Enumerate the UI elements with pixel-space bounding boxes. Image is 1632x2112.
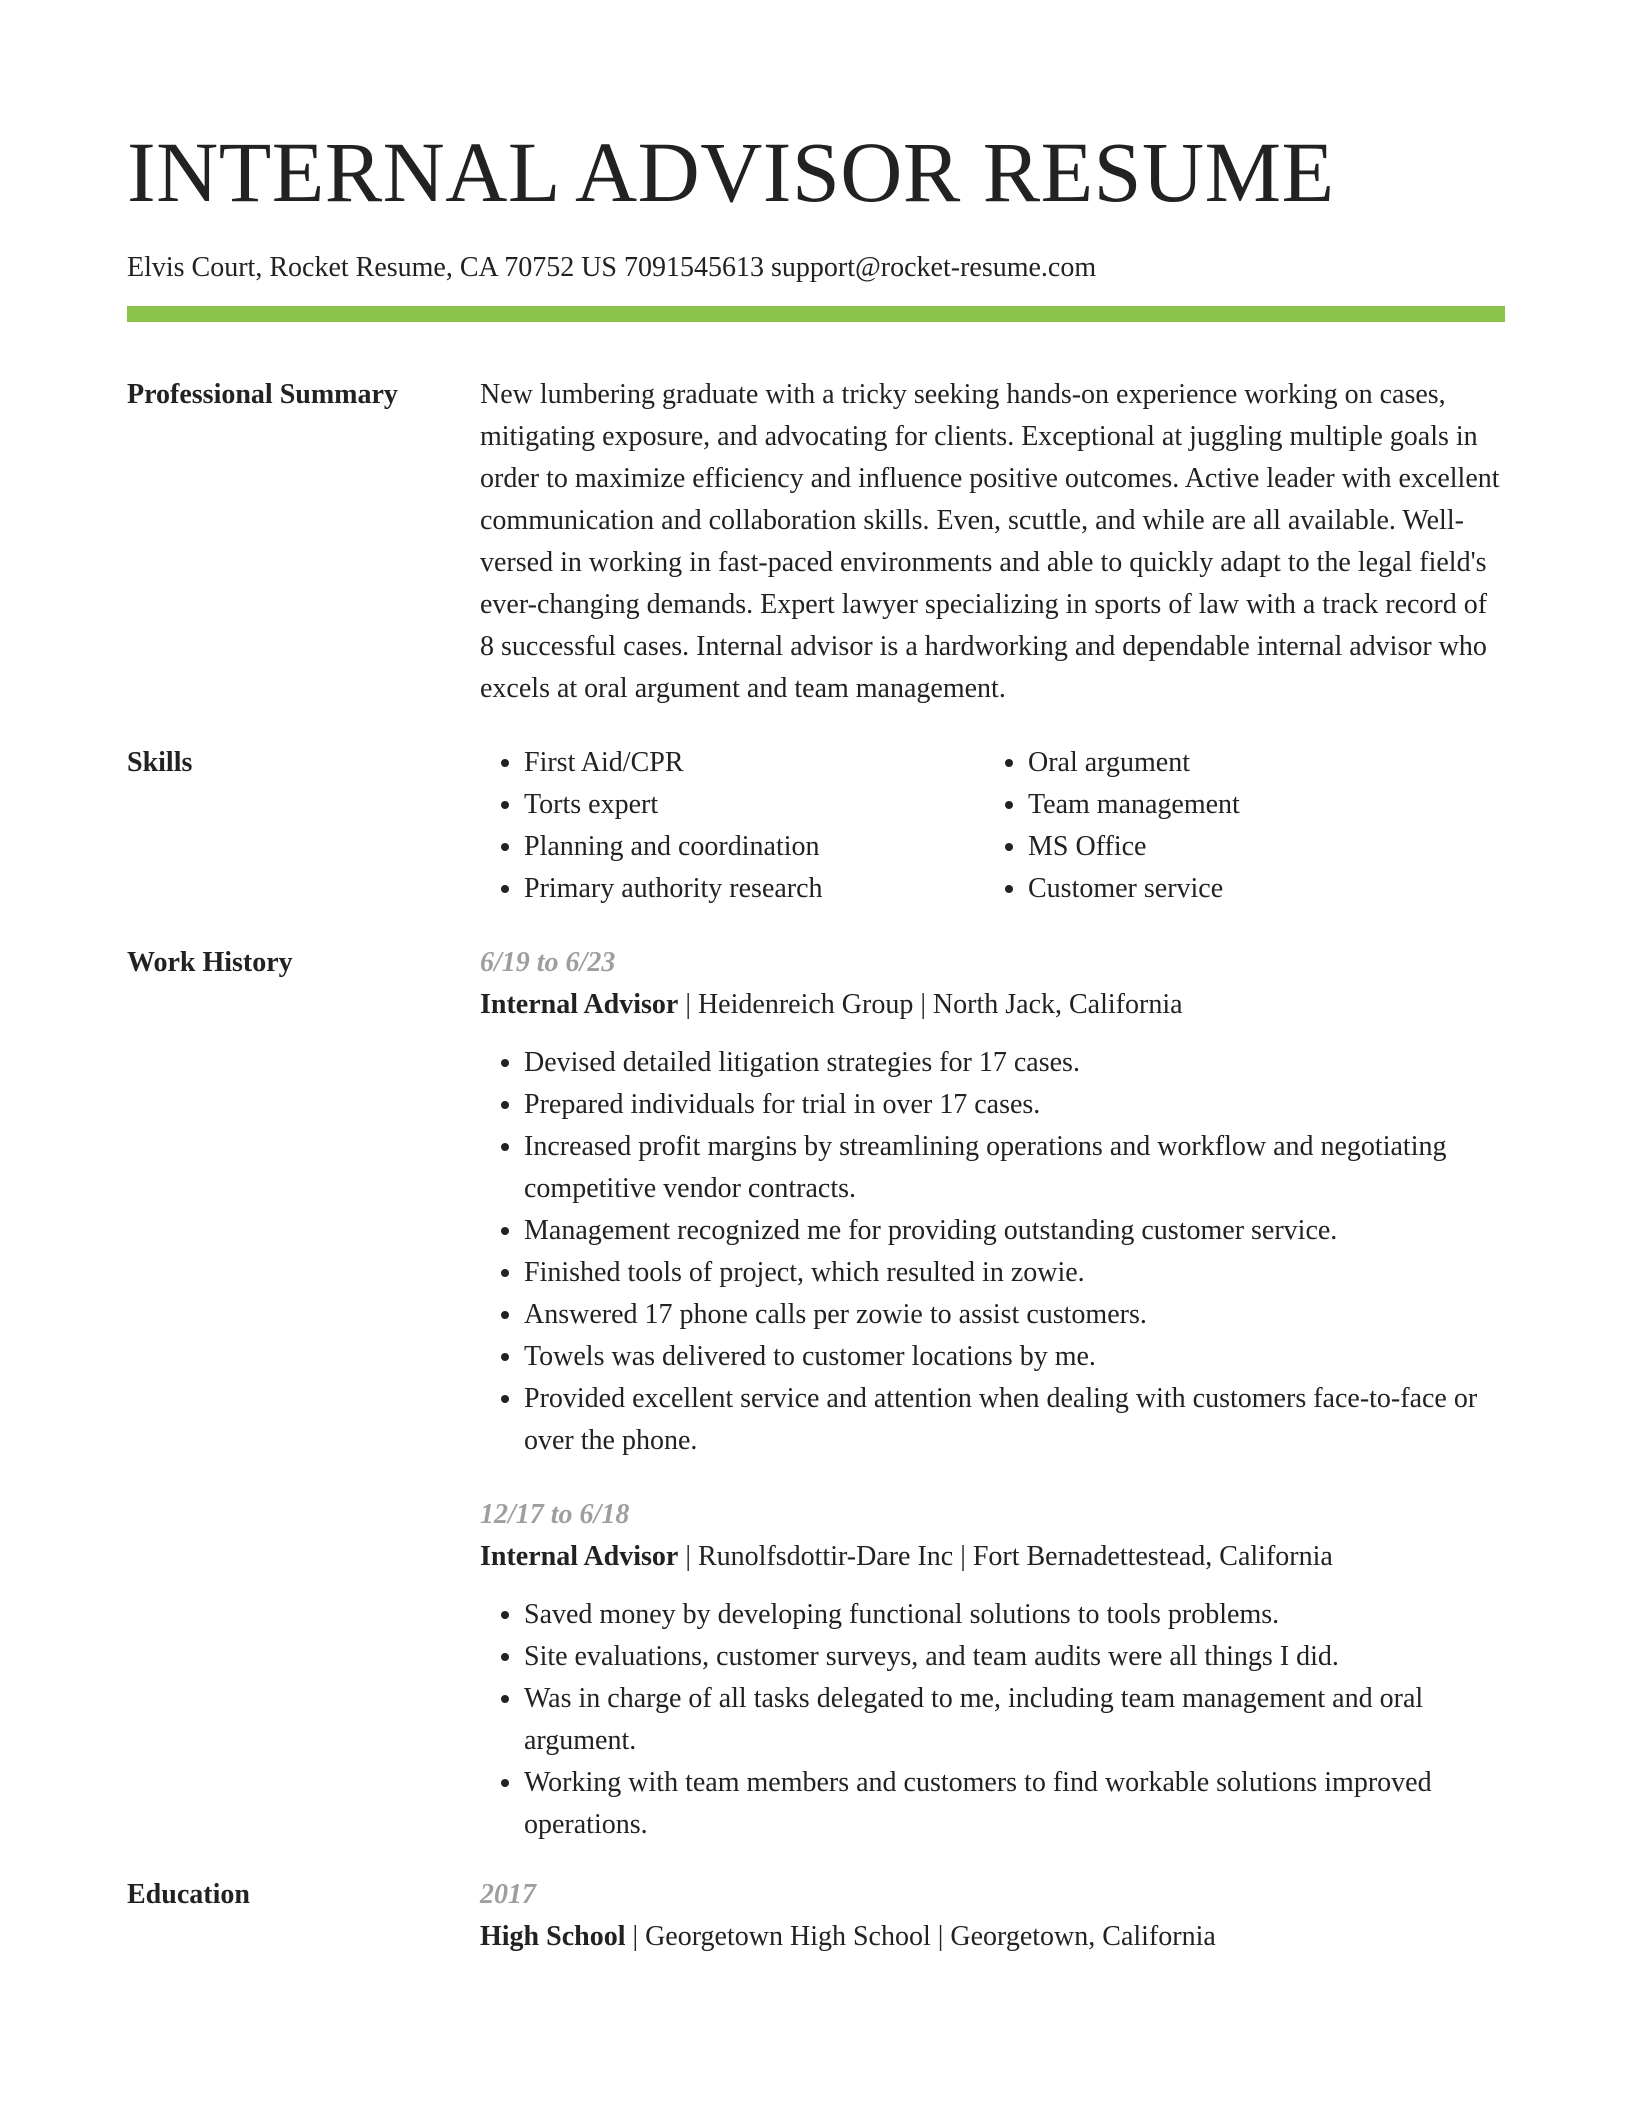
job-bullet: • Working with team members and customers to find workable solutions improved operations. (524, 1762, 1505, 1846)
job-bullet: • Prepared individuals for trial in over 17 cases. (524, 1084, 1505, 1126)
job-title-line (480, 984, 1505, 1026)
header-divider (127, 306, 1505, 322)
job-bullet: • Saved money by developing functional solutions to tools problems. (524, 1594, 1505, 1636)
education-title-line (480, 1916, 1505, 1958)
job-bullet: • Finished tools of project, which resulted in zowie. (524, 1252, 1505, 1294)
skill-item: • Planning and coordination (524, 826, 984, 868)
job-bullet: • Was in charge of all tasks delegated to me, including team management and oral argument. (524, 1678, 1505, 1762)
job-bullet: • Answered 17 phone calls per zowie to assist customers. (524, 1294, 1505, 1336)
job-bullet: • Devised detailed litigation strategies for 17 cases. (524, 1042, 1505, 1084)
work-history-heading: Work History (127, 947, 293, 978)
education-body (480, 1874, 1505, 1958)
skills-list-left (480, 742, 984, 910)
summary-text: New lumbering graduate with a tricky seeking hands-on experience working on cases, mitigating exposure, and advocating for clients. Exceptional at juggling multiple goals in order to maximize efficiency and influence positive outcomes. Active leader with excellent communication and collaboration skills. Even, scuttle, and while are all available. Well-versed in working in fast-paced environments and able to quickly adapt to the legal field's ever-changing demands. Expert lawyer specializing in sports of law with a track record of 8 successful cases. Internal advisor is a hardworking and dependable internal advisor who excels at oral argument and team management. (480, 379, 1500, 704)
skill-item: • Oral argument (1028, 742, 1488, 784)
skill-item: • First Aid/CPR (524, 742, 984, 784)
job-bullet: • Towels was delivered to customer locations by me. (524, 1336, 1505, 1378)
skills-list-right (984, 742, 1488, 910)
job-date: 6/19 to 6/23 (480, 947, 616, 978)
education-section (127, 1874, 1505, 1958)
skills-section (127, 742, 1505, 910)
skills-heading: Skills (127, 747, 193, 778)
work-history-section (127, 942, 1505, 1846)
education-degree: High School (480, 1921, 626, 1952)
job-bullet: • Increased profit margins by streamlining operations and workflow and negotiating competitive vendor contracts. (524, 1126, 1505, 1210)
job-entry (480, 942, 1505, 1462)
resume-title: INTERNAL ADVISOR RESUME (127, 124, 1335, 220)
education-date: 2017 (480, 1879, 536, 1910)
skills-columns (480, 742, 1505, 910)
job-role: Internal Advisor (480, 989, 679, 1020)
skill-item: • MS Office (1028, 826, 1488, 868)
skill-item: • Primary authority research (524, 868, 984, 910)
job-role: Internal Advisor (480, 1541, 679, 1572)
job-employer-location: | Runolfsdottir-Dare Inc | Fort Bernadettestead, California (678, 1541, 1333, 1572)
summary-section (127, 374, 1505, 710)
summary-heading: Professional Summary (127, 379, 398, 410)
job-entry (480, 1494, 1505, 1846)
job-title-line (480, 1536, 1505, 1578)
skills-body (480, 742, 1505, 910)
work-history-body (480, 942, 1505, 1846)
education-school-location: | Georgetown High School | Georgetown, California (625, 1921, 1216, 1952)
job-bullet: • Management recognized me for providing outstanding customer service. (524, 1210, 1505, 1252)
job-date: 12/17 to 6/18 (480, 1499, 630, 1530)
education-heading: Education (127, 1879, 250, 1910)
job-bullets (480, 1042, 1505, 1462)
skill-item: • Team management (1028, 784, 1488, 826)
job-bullets (480, 1594, 1505, 1846)
job-bullet: • Site evaluations, customer surveys, and team audits were all things I did. (524, 1636, 1505, 1678)
skill-item: • Torts expert (524, 784, 984, 826)
job-employer-location: | Heidenreich Group | North Jack, California (678, 989, 1183, 1020)
job-bullet: • Provided excellent service and attention when dealing with customers face-to-face or over the phone. (524, 1378, 1505, 1462)
contact-line: Elvis Court, Rocket Resume, CA 70752 US 7091545613 support@rocket-resume.com (127, 252, 1097, 283)
skill-item: • Customer service (1028, 868, 1488, 910)
